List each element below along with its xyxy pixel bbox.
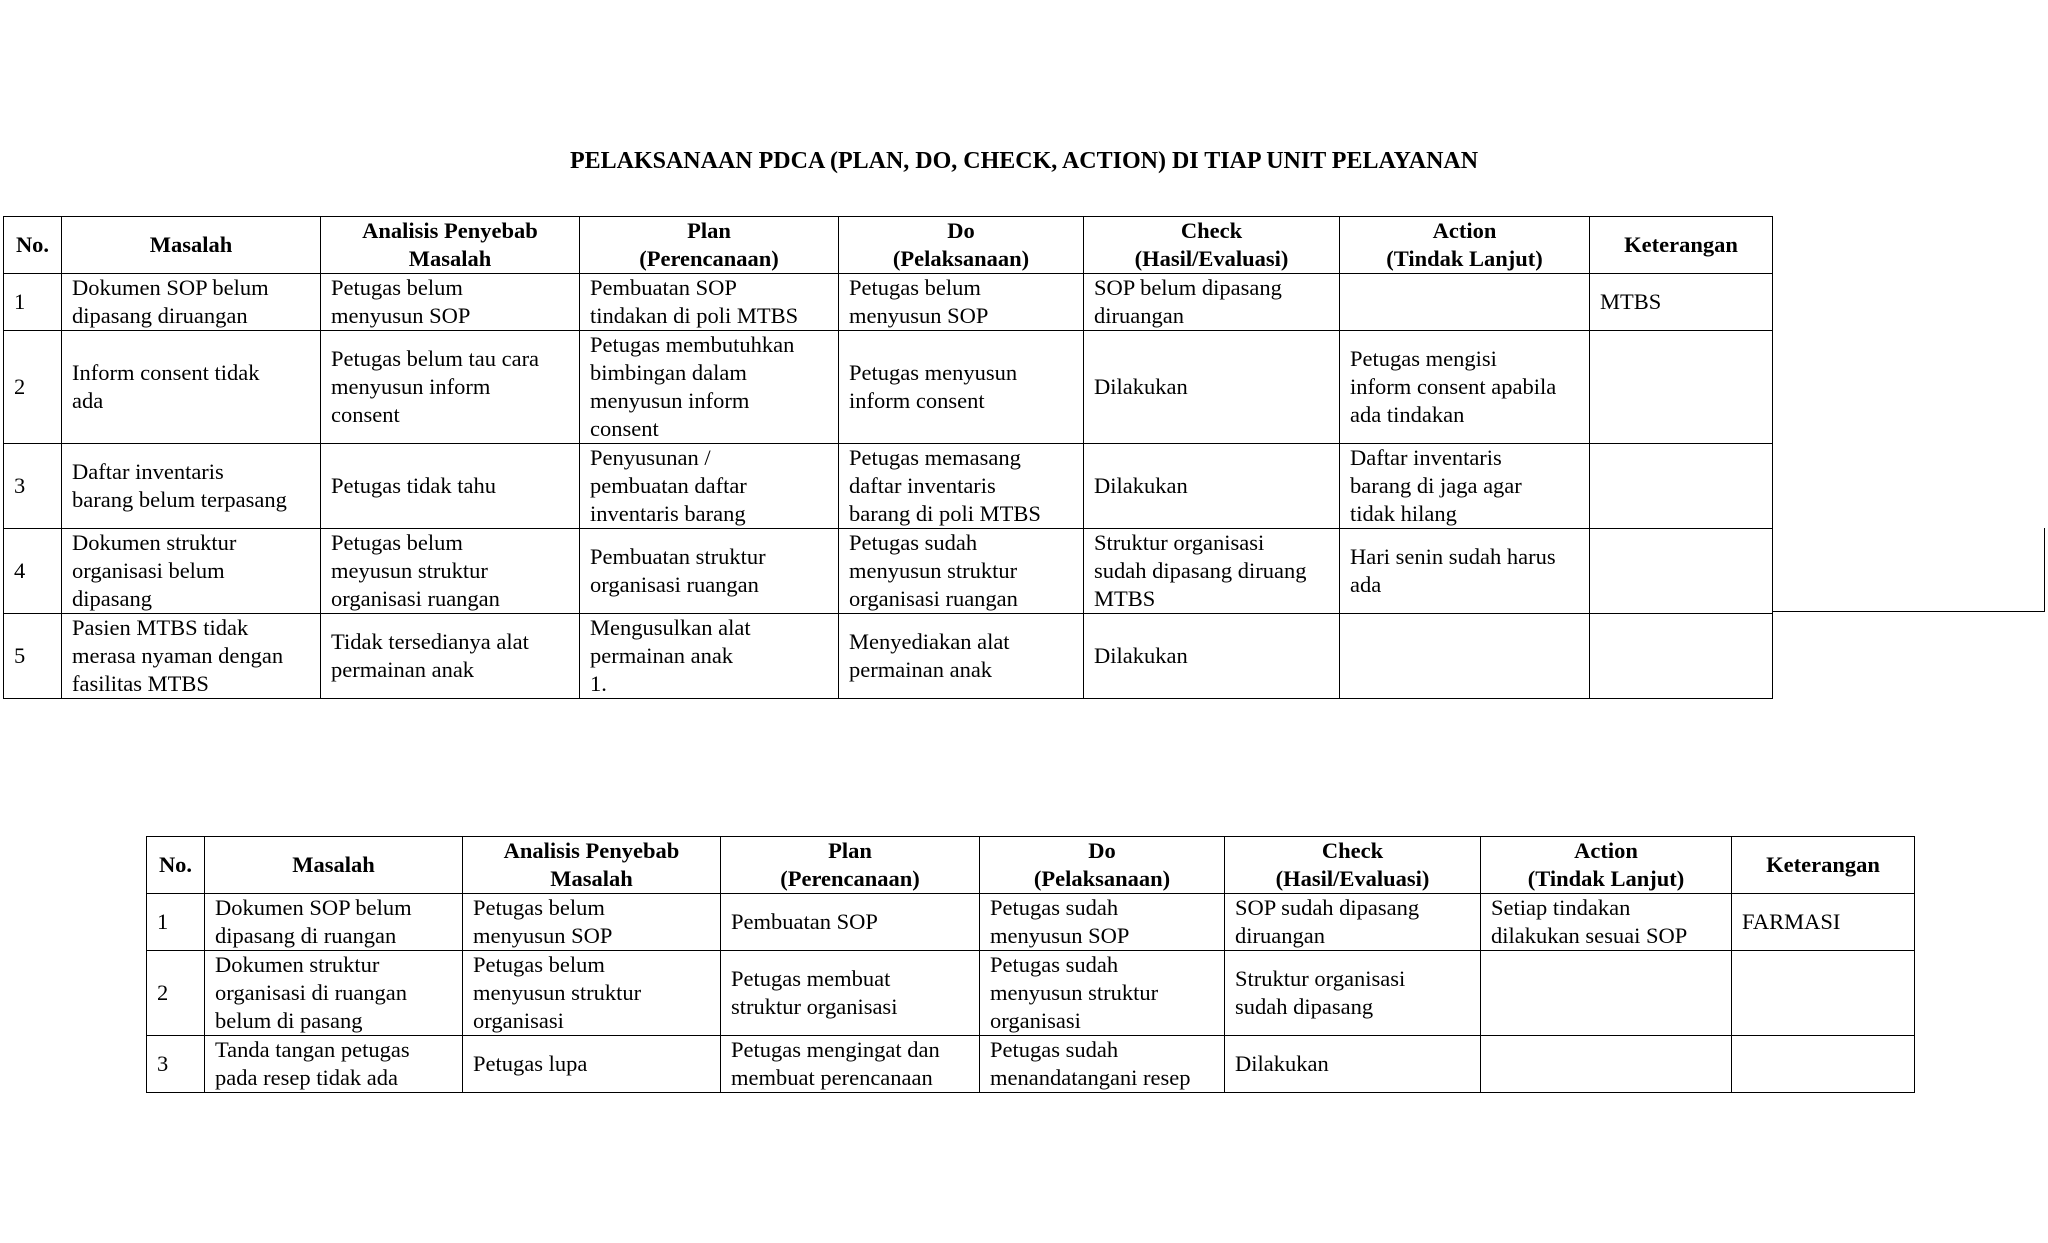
cell-analisis [321, 444, 580, 529]
cell-text: consent [331, 402, 400, 427]
cell-no [147, 894, 205, 951]
cell-text: ada [1350, 572, 1382, 597]
cell-text: Tanda tangan petugas [215, 1037, 410, 1062]
cell-check [1225, 951, 1481, 1036]
cell-masalah [205, 1036, 463, 1093]
cell-do [980, 1036, 1225, 1093]
cell-text: (Pelaksanaan) [892, 246, 1030, 271]
cell-text: organisasi ruangan [590, 572, 759, 597]
pdca-table-mtbs [3, 216, 1773, 699]
cell-text: Petugas tidak tahu [331, 473, 496, 498]
cell-keterangan [1732, 894, 1915, 951]
cell-text: Pembuatan SOP [731, 909, 878, 934]
cell-text: 4 [14, 558, 26, 583]
cell-check [1084, 444, 1340, 529]
cell-text: diruangan [1094, 303, 1184, 328]
header-plan [721, 837, 980, 894]
cell-text: Action [1574, 838, 1638, 863]
cell-text: organisasi belum [72, 558, 225, 583]
cell-do [839, 529, 1084, 614]
cell-no [4, 444, 62, 529]
cell-check [1084, 331, 1340, 444]
cell-text: Daftar inventaris [72, 459, 224, 484]
cell-text: 3 [14, 473, 26, 498]
cell-text: permainan anak [590, 643, 734, 668]
cell-text: Dilakukan [1094, 643, 1188, 668]
cell-text: (Hasil/Evaluasi) [1275, 866, 1430, 891]
cell-text: dipasang di ruangan [215, 923, 397, 948]
cell-keterangan [1732, 951, 1915, 1036]
cell-text: inform consent apabila [1350, 374, 1557, 399]
cell-text: Plan [828, 838, 872, 863]
cell-text: permainan anak [849, 657, 993, 682]
table-row [147, 894, 1915, 951]
cell-text: inventaris barang [590, 501, 746, 526]
cell-action [1481, 951, 1732, 1036]
cell-plan [580, 274, 839, 331]
cell-keterangan [1590, 529, 1773, 614]
cell-text: Daftar inventaris [1350, 445, 1502, 470]
cell-no [4, 274, 62, 331]
cell-text: MTBS [1094, 586, 1156, 611]
cell-text: Struktur organisasi [1094, 530, 1265, 555]
cell-text: Masalah [149, 232, 233, 257]
cell-text: Plan [687, 218, 731, 243]
header-masalah [62, 217, 321, 274]
header-action [1340, 217, 1590, 274]
cell-text: organisasi ruangan [849, 586, 1018, 611]
cell-text: 2 [157, 980, 169, 1005]
cell-text: Petugas belum [849, 275, 981, 300]
cell-text: daftar inventaris [849, 473, 996, 498]
cell-text: (Perencanaan) [639, 246, 779, 271]
cell-text: SOP belum dipasang [1094, 275, 1282, 300]
cell-keterangan [1590, 274, 1773, 331]
cell-keterangan [1590, 444, 1773, 529]
table-row [4, 614, 1773, 699]
cell-text: 5 [14, 643, 26, 668]
cell-text: Petugas sudah [990, 895, 1119, 920]
cell-text: 1. [590, 671, 607, 696]
cell-text: Setiap tindakan [1491, 895, 1631, 920]
cell-analisis [463, 951, 721, 1036]
cell-text: FARMASI [1742, 909, 1841, 934]
cell-text: Hari senin sudah harus [1350, 544, 1556, 569]
cell-text: menyusun SOP [849, 303, 989, 328]
cell-text: membuat perencanaan [731, 1065, 933, 1090]
header-check [1084, 217, 1340, 274]
cell-text: Petugas belum [473, 952, 605, 977]
cell-analisis [321, 274, 580, 331]
cell-text: Dilakukan [1094, 374, 1188, 399]
cell-text: inform consent [849, 388, 985, 413]
cell-text: SOP sudah dipasang [1235, 895, 1420, 920]
cell-action [1340, 614, 1590, 699]
cell-text: bimbingan dalam [590, 360, 747, 385]
cell-action [1481, 894, 1732, 951]
cell-text: Masalah [292, 852, 375, 877]
cell-text: menyusun SOP [331, 303, 471, 328]
cell-text: menandatangani resep [990, 1065, 1191, 1090]
cell-text: Petugas belum [473, 895, 605, 920]
cell-plan [721, 1036, 980, 1093]
cell-action [1340, 444, 1590, 529]
header-action [1481, 837, 1732, 894]
cell-plan [721, 894, 980, 951]
cell-text: barang belum terpasang [72, 487, 287, 512]
cell-text: (Tindak Lanjut) [1527, 866, 1685, 891]
cell-text: Petugas belum tau cara [331, 346, 540, 371]
header-masalah [205, 837, 463, 894]
cell-text: barang di jaga agar [1350, 473, 1522, 498]
cell-analisis [321, 529, 580, 614]
header-do [839, 217, 1084, 274]
pdca-table-farmasi [146, 836, 1915, 1093]
cell-text: fasilitas MTBS [72, 671, 209, 696]
cell-no [147, 1036, 205, 1093]
cell-masalah [62, 529, 321, 614]
cell-text: Petugas belum [331, 530, 463, 555]
cell-action [1340, 274, 1590, 331]
cell-text: No. [15, 232, 50, 257]
header-no [4, 217, 62, 274]
cell-text: Inform consent tidak [72, 360, 260, 385]
cell-text: No. [158, 852, 193, 877]
table-header-row [4, 217, 1773, 274]
cell-text: menyusun SOP [473, 923, 613, 948]
cell-text: MTBS [1600, 289, 1662, 314]
cell-text: Masalah [550, 866, 633, 891]
cell-text: dilakukan sesuai SOP [1491, 923, 1688, 948]
cell-plan [721, 951, 980, 1036]
cell-text: Pembuatan SOP [590, 275, 737, 300]
cell-text: Menyediakan alat [849, 629, 1010, 654]
cell-do [839, 274, 1084, 331]
cell-masalah [62, 274, 321, 331]
cell-text: Petugas memasang [849, 445, 1021, 470]
cell-action [1340, 331, 1590, 444]
cell-text: Petugas sudah [990, 952, 1119, 977]
cell-text: struktur organisasi [731, 994, 898, 1019]
cell-text: Pasien MTBS tidak [72, 615, 249, 640]
cell-text: menyusun struktur [990, 980, 1159, 1005]
header-do [980, 837, 1225, 894]
cell-text: menyusun inform [590, 388, 750, 413]
table-row [147, 951, 1915, 1036]
cell-check [1084, 529, 1340, 614]
cell-no [147, 951, 205, 1036]
cell-plan [580, 614, 839, 699]
cell-text: Dokumen SOP belum [215, 895, 412, 920]
cell-text: pada resep tidak ada [215, 1065, 399, 1090]
header-analisis [321, 217, 580, 274]
cell-analisis [321, 331, 580, 444]
cell-text: organisasi [473, 1008, 564, 1033]
cell-text: Petugas sudah [990, 1037, 1119, 1062]
cell-do [839, 444, 1084, 529]
cell-text: menyusun inform [331, 374, 491, 399]
cell-text: Petugas lupa [473, 1051, 588, 1076]
cell-masalah [62, 444, 321, 529]
cell-text: 1 [14, 289, 26, 314]
cell-text: menyusun struktur [473, 980, 642, 1005]
cell-text: Do [1088, 838, 1116, 863]
cell-text: Penyusunan / [590, 445, 711, 470]
cell-masalah [62, 331, 321, 444]
cell-do [839, 331, 1084, 444]
cell-plan [580, 444, 839, 529]
cell-text: ada tindakan [1350, 402, 1465, 427]
cell-text: menyusun SOP [990, 923, 1130, 948]
cell-text: Struktur organisasi [1235, 966, 1406, 991]
table-header-row [147, 837, 1915, 894]
cell-analisis [321, 614, 580, 699]
cell-text: Analisis Penyebab [362, 218, 538, 243]
cell-text: 3 [157, 1051, 169, 1076]
cell-no [4, 331, 62, 444]
cell-text: Petugas membutuhkan [590, 332, 795, 357]
cell-text: 1 [157, 909, 169, 934]
cell-keterangan [1732, 1036, 1915, 1093]
cell-text: Petugas membuat [731, 966, 891, 991]
cell-text: barang di poli MTBS [849, 501, 1041, 526]
cell-check [1084, 274, 1340, 331]
cell-text: Petugas sudah [849, 530, 978, 555]
cell-text: Keterangan [1766, 852, 1880, 877]
cell-text: Action [1432, 218, 1497, 243]
cell-text: sudah dipasang diruang [1094, 558, 1307, 583]
cell-text: Mengusulkan alat [590, 615, 751, 640]
table-row [4, 331, 1773, 444]
cell-text: Do [947, 218, 975, 243]
cell-text: Tidak tersedianya alat [331, 629, 529, 654]
cell-text: organisasi ruangan [331, 586, 500, 611]
cell-masalah [205, 894, 463, 951]
cell-masalah [205, 951, 463, 1036]
table-row [147, 1036, 1915, 1093]
cell-text: menyusun struktur [849, 558, 1018, 583]
cell-text: organisasi [990, 1008, 1081, 1033]
cell-text: consent [590, 416, 659, 441]
cell-text: dipasang [72, 586, 152, 611]
cell-text: ada [72, 388, 104, 413]
cell-plan [580, 331, 839, 444]
cell-check [1225, 1036, 1481, 1093]
cell-do [980, 894, 1225, 951]
cell-text: tindakan di poli MTBS [590, 303, 799, 328]
cell-text: Analisis Penyebab [503, 838, 680, 863]
cell-text: permainan anak [331, 657, 475, 682]
cell-do [980, 951, 1225, 1036]
cell-text: Dilakukan [1235, 1051, 1329, 1076]
header-plan [580, 217, 839, 274]
cell-action [1481, 1036, 1732, 1093]
table-row [4, 274, 1773, 331]
stray-border-line [1772, 528, 2045, 612]
cell-analisis [463, 894, 721, 951]
cell-analisis [463, 1036, 721, 1093]
cell-text: Check [1180, 218, 1243, 243]
cell-text: diruangan [1235, 923, 1325, 948]
cell-text: (Tindak Lanjut) [1386, 246, 1543, 271]
cell-keterangan [1590, 331, 1773, 444]
cell-masalah [62, 614, 321, 699]
cell-text: organisasi di ruangan [215, 980, 408, 1005]
table-row [4, 444, 1773, 529]
cell-text: merasa nyaman dengan [72, 643, 284, 668]
cell-text: belum di pasang [215, 1008, 363, 1033]
cell-text: pembuatan daftar [590, 473, 747, 498]
cell-do [839, 614, 1084, 699]
cell-text: Petugas belum [331, 275, 463, 300]
cell-text: (Perencanaan) [780, 866, 920, 891]
cell-text: meyusun struktur [331, 558, 488, 583]
cell-text: (Hasil/Evaluasi) [1134, 246, 1289, 271]
cell-no [4, 529, 62, 614]
cell-text: Masalah [408, 246, 492, 271]
header-no [147, 837, 205, 894]
table-row [4, 529, 1773, 614]
cell-text: Check [1321, 838, 1384, 863]
header-analisis [463, 837, 721, 894]
cell-text: Petugas mengisi [1350, 346, 1497, 371]
cell-no [4, 614, 62, 699]
cell-text: Pembuatan struktur [590, 544, 766, 569]
cell-check [1225, 894, 1481, 951]
cell-text: 2 [14, 374, 26, 399]
cell-plan [580, 529, 839, 614]
cell-text: Dokumen SOP belum [72, 275, 269, 300]
cell-check [1084, 614, 1340, 699]
header-check [1225, 837, 1481, 894]
cell-keterangan [1590, 614, 1773, 699]
cell-action [1340, 529, 1590, 614]
document-title: PELAKSANAAN PDCA (PLAN, DO, CHECK, ACTION) DI TIAP UNIT PELAYANAN [569, 148, 1479, 174]
cell-text: Petugas mengingat dan [731, 1037, 940, 1062]
cell-text: (Pelaksanaan) [1033, 866, 1171, 891]
cell-text: dipasang diruangan [72, 303, 248, 328]
cell-text: sudah dipasang [1235, 994, 1374, 1019]
cell-text: Dilakukan [1094, 473, 1188, 498]
cell-text: Dokumen struktur [215, 952, 380, 977]
cell-text: Keterangan [1624, 232, 1738, 257]
header-keterangan [1732, 837, 1915, 894]
header-keterangan [1590, 217, 1773, 274]
cell-text: tidak hilang [1350, 501, 1457, 526]
cell-text: Petugas menyusun [849, 360, 1018, 385]
cell-text: Dokumen struktur [72, 530, 237, 555]
